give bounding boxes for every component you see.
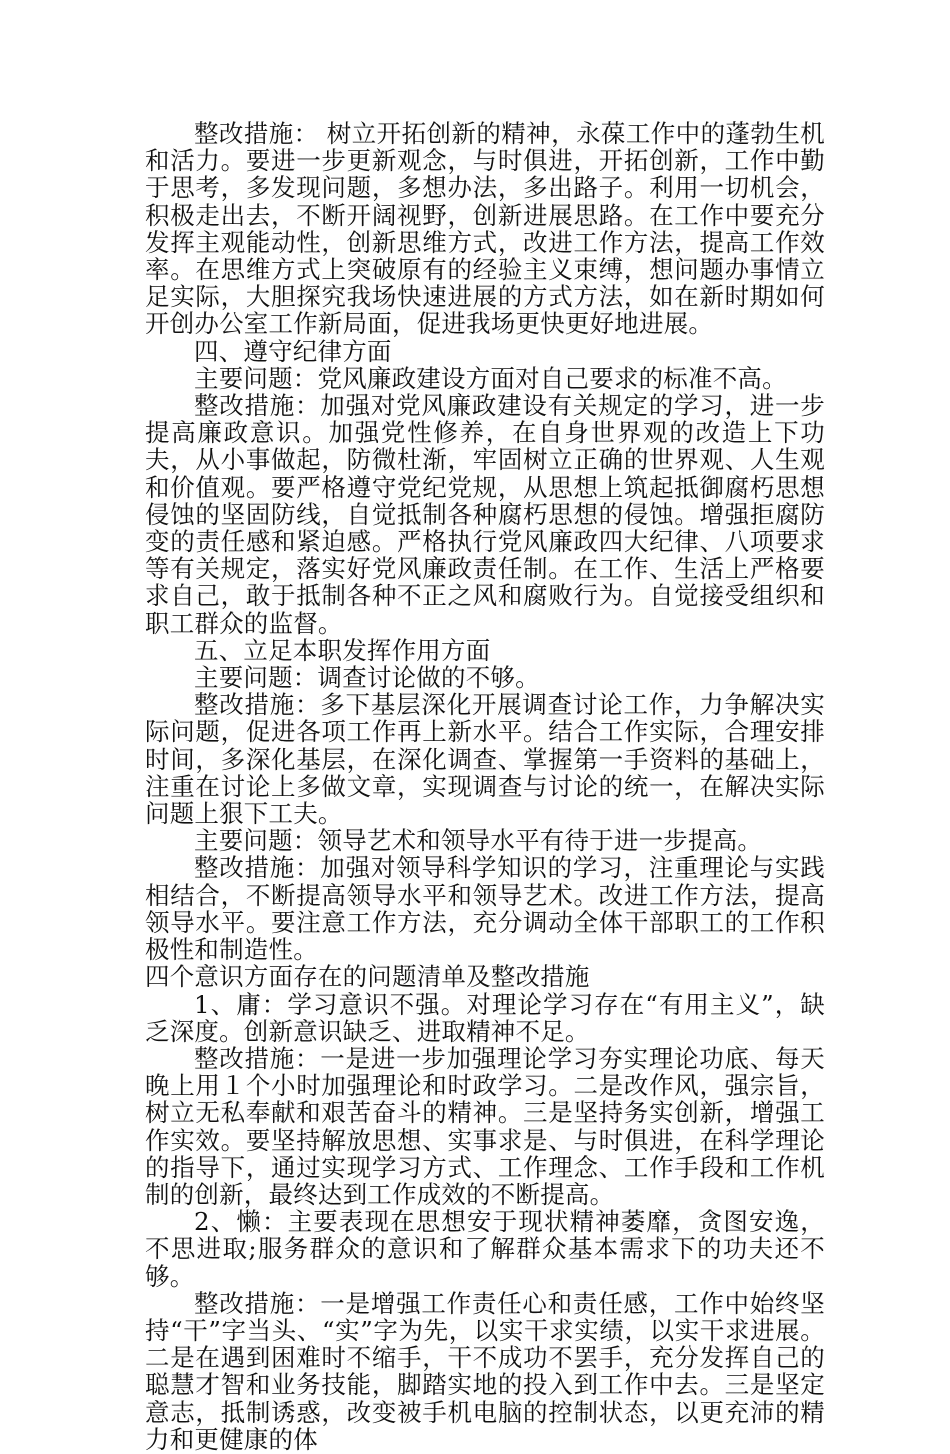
paragraph-issue-lazy: 2、懒：主要表现在思想安于现状精神萎靡，贪图安逸，不思进取;服务群众的意识和了解群众基本需求下的功夫还不够。 [145, 1207, 825, 1291]
paragraph-rectification-research: 整改措施：多下基层深化开展调查讨论工作，力争解决实际问题，促进各项工作再上新水平。结合工作实际，合理安排时间，多深化基层，在深化调查、掌握第一手资料的基础上，注重在讨论上多做文章，实现调查与讨论的统一，在解决实际问题上狠下工夫。 [145, 690, 825, 829]
document-page [145, 120, 825, 1453]
paragraph-main-issue-integrity: 主要问题：党风廉政建设方面对自己要求的标准不高。 [194, 363, 787, 393]
paragraph-rectification-mediocre: 整改措施：一是进一步加强理论学习夯实理论功底、每天晚上用１个小时加强理论和时政学习。二是改作风，强宗旨，树立无私奉献和艰苦奋斗的精神。三是坚持务实创新，增强工作实效。要坚持解放思想、实事求是、与时俱进，在科学理论的指导下，通过实现学习方式、工作理念、工作手段和工作机制的创新，最终达到工作成效的不断提高。 [145, 1043, 825, 1209]
paragraph-main-issue-research: 主要问题：调查讨论做的不够。 [194, 663, 540, 693]
heading-discipline: 四、遵守纪律方面 [194, 336, 392, 366]
paragraph-rectification-integrity: 整改措施：加强对党风廉政建设有关规定的学习，进一步提高廉政意识。加强党性修养，在自身世界观的改造上下功夫，从小事做起，防微杜渐，牢固树立正确的世界观、人生观和价值观。要严格遵守党纪党规，从思想上筑起抵御腐朽思想侵蚀的坚固防线，自觉抵制各种腐朽思想的侵蚀。增强拒腐防变的责任感和紧迫感。严格执行党风廉政四大纪律、八项要求等有关规定，落实好党风廉政责任制。在工作、生活上严格要求自己，敢于抵制各种不正之风和腐败行为。自觉接受组织和职工群众的监督。 [145, 391, 825, 638]
heading-role-in-position: 五、立足本职发挥作用方面 [194, 635, 491, 665]
section-title-four-consciousness: 四个意识方面存在的问题清单及整改措施 [145, 962, 590, 992]
paragraph-rectification-leadership: 整改措施：加强对领导科学知识的学习，注重理论与实践相结合，不断提高领导水平和领导艺术。改进工作方法，提高领导水平。要注意工作方法，充分调动全体干部职工的工作积极性和制造性。 [145, 853, 825, 965]
paragraph-main-issue-leadership: 主要问题：领导艺术和领导水平有待于进一步提高。 [194, 826, 763, 856]
paragraph-rectification-lazy: 整改措施：一是增强工作责任心和责任感，工作中始终坚持“干”字当头、“实”字为先，以实干求实绩，以实干求进展。二是在遇到困难时不缩手，干不成功不罢手，充分发挥自己的聪慧才智和业务技能，脚踏实地的投入到工作中去。三是坚定意志，抵制诱惑，改变被手机电脑的控制状态，以更充沛的精力和更健康的体 [145, 1288, 825, 1454]
paragraph-issue-mediocre: 1、庸：学习意识不强。对理论学习存在“有用主义”，缺乏深度。创新意识缺乏、进取精神不足。 [145, 989, 825, 1046]
paragraph-rectification-innovation: 整改措施： 树立开拓创新的精神，永葆工作中的蓬勃生机和活力。要进一步更新观念，与时俱进，开拓创新，工作中勤于思考，多发现问题，多想办法，多出路子。利用一切机会，积极走出去，不断开阔视野，创新进展思路。在工作中要充分发挥主观能动性，创新思维方式，改进工作方法，提高工作效率。在思维方式上突破原有的经验主义束缚，想问题办事情立足实际，大胆探究我场快速进展的方式方法，如在新时期如何开创办公室工作新局面，促进我场更快更好地进展。 [145, 119, 825, 339]
